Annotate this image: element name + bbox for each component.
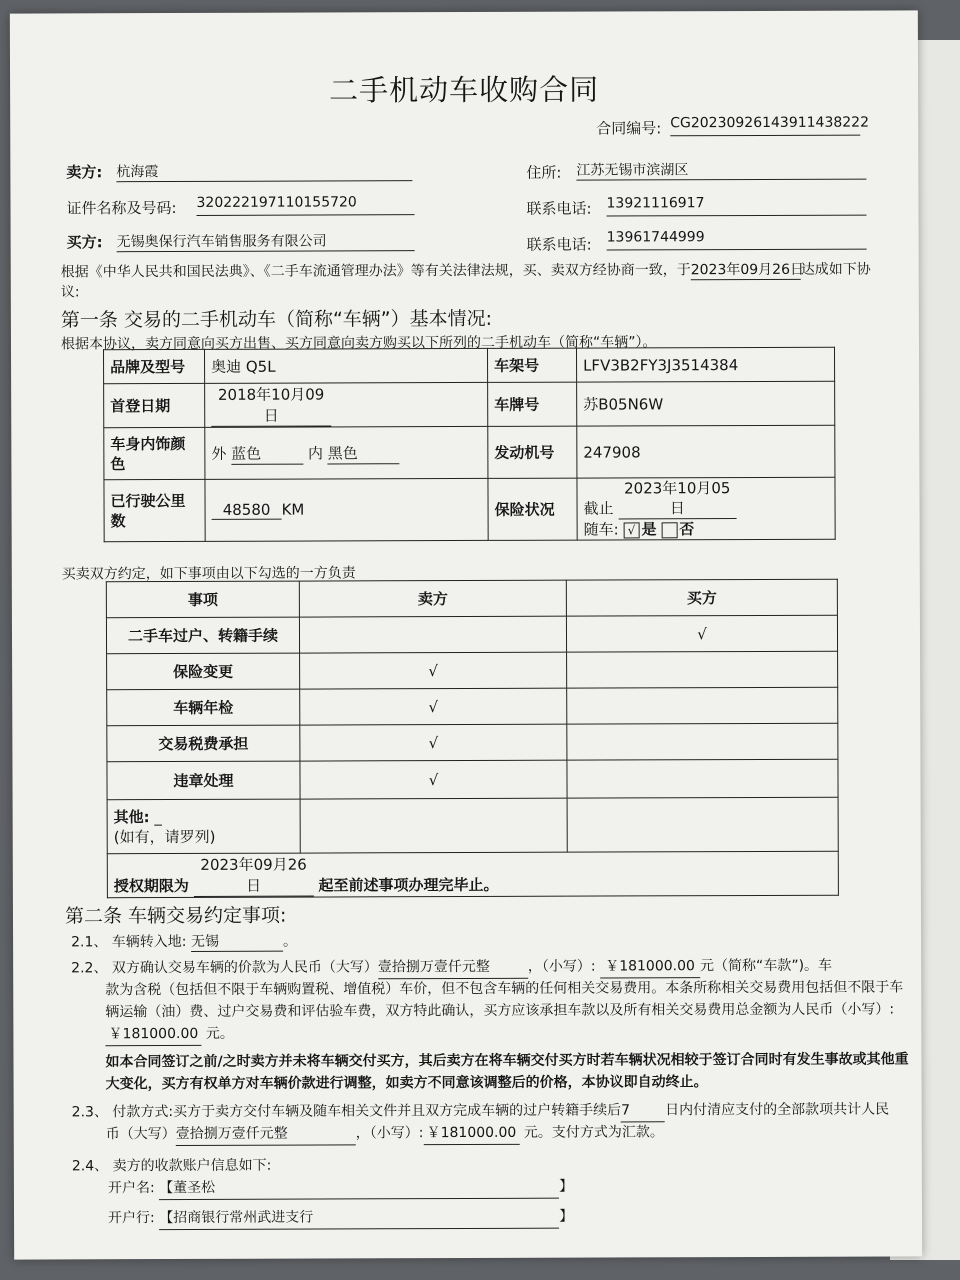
account-name-row: 开户名: 【董圣松 】 [108, 1176, 573, 1201]
page-title: 二手机动车收购合同 [329, 72, 600, 108]
address-label: 住所: [526, 163, 562, 182]
duty-header-item: 事项 [106, 581, 299, 618]
authorization-deadline: 授权期限为 2023年09月26日 起至前述事项办理完毕止。 [107, 851, 838, 898]
duty-table [106, 579, 839, 899]
contract-no-value: CG20230926143911438222 [670, 115, 860, 137]
duty-buyer-cell[interactable] [567, 723, 838, 760]
contract-page [10, 10, 922, 1259]
color-cell: 外 蓝色 内 黑色 [205, 426, 488, 479]
contract-no-label: 合同编号: [596, 119, 662, 138]
buyer-phone-label: 联系电话: [526, 235, 592, 254]
insurance-no-checkbox[interactable] [661, 522, 677, 538]
intro-text: 根据《中华人民共和国民法典》、《二手车流通管理办法》等有关法律法规，买、卖双方经协商一致，于2023年09月26日达成如下协 [61, 259, 871, 283]
duty-buyer-cell[interactable]: √ [566, 615, 837, 652]
seller-name: 杭海霞 [116, 160, 412, 182]
duty-buyer-cell[interactable] [567, 651, 838, 688]
duty-other-buyer[interactable] [567, 797, 838, 852]
duty-buyer-cell[interactable] [567, 687, 838, 724]
id-doc-label: 证件名称及号码: [66, 199, 177, 218]
brand-label: 品牌及型号 [104, 349, 205, 383]
reg-date-cell: 2018年10月09日 [205, 382, 488, 427]
duty-seller-cell[interactable]: √ [300, 760, 567, 799]
insurance-yes-checkbox[interactable]: √ [623, 522, 639, 538]
color-label: 车身内饰颜色 [104, 427, 205, 479]
buyer-label: 买方: [66, 233, 103, 252]
bank-row: 开户行: 【招商银行常州武进支行 】 [108, 1206, 573, 1231]
clause-2-1: 2.1、 车辆转入地: 无锡 。 [71, 931, 297, 953]
clause-2-3: 2.3、 付款方式:买方于卖方交付车辆及随车相关文件并且双方完成车辆的过户转籍手续后7 日内付清应支付的全部款项共计人民 [72, 1099, 890, 1125]
vin-value: LFV3B2FY3J3514384 [576, 347, 834, 382]
article2-title: 第二条 车辆交易约定事项: [64, 904, 287, 928]
buyer-name: 无锡奥保行汽车销售服务有限公司 [117, 230, 415, 252]
insurance-label: 保险状况 [488, 478, 577, 540]
clause-2-4: 2.4、 卖方的收款账户信息如下: [71, 1157, 272, 1175]
vehicle-table [103, 347, 836, 543]
intro-text-end: 议: [60, 284, 80, 301]
duty-seller-cell[interactable]: √ [300, 688, 567, 725]
duty-other-seller[interactable] [300, 798, 567, 853]
seller-label: 卖方: [66, 163, 103, 182]
duty-other-label: 其他: _ (如有，请罗列) [107, 799, 300, 854]
address-value: 江苏无锡市滨湖区 [576, 159, 866, 181]
seller-phone-label: 联系电话: [526, 199, 592, 218]
clause-2-2-line3: 辆运输（油）费、过户交易费和评估验车费，双方特此确认，买方应该承担车款以及所有相关交易费用总金额为人民币（小写）: [105, 1001, 895, 1021]
duty-row: 交易税费承担 √ [107, 723, 838, 762]
insurance-cell: 截止 2023年10月05日 随车: √ 是 否 [577, 477, 835, 540]
duty-seller-cell[interactable] [299, 616, 566, 653]
vin-label: 车架号 [487, 348, 576, 382]
plate-label: 车牌号 [488, 382, 577, 426]
reg-date-label: 首登日期 [104, 383, 205, 427]
duty-row: 违章处理 √ [107, 759, 838, 800]
duty-intro: 买卖双方约定，如下事项由以下勾选的一方负责 [61, 565, 356, 583]
duty-row: 车辆年检 √ [107, 687, 838, 726]
plate-value: 苏B05N6W [577, 381, 835, 426]
duty-seller-cell[interactable]: √ [300, 724, 567, 761]
clause-2-3-line2: 币（大写）壹拾捌万壹仟元整 ，（小写）: ￥181000.00 元。支付方式为汇款。 [106, 1121, 664, 1146]
clause-2-2-line2: 款为含税（包括但不限于车辆购置税、增值税）车价，但不包含车辆的任何相关交易费用。本条所称相关交易费用包括但不限于车 [105, 979, 904, 999]
engine-value: 247908 [577, 425, 835, 478]
mileage-label: 已行驶公里数 [104, 479, 205, 541]
brand-value: 奥迪 Q5L [205, 348, 488, 383]
engine-label: 发动机号 [488, 426, 577, 478]
clause-2-2: 2.2、 双方确认交易车辆的价款为人民币（大写）壹拾捌万壹仟元整 ，（小写）: ￥181000.00 元（简称“车款”)。车 [71, 955, 891, 981]
mileage-cell: 48580 KM [205, 478, 488, 541]
bank-value: 招商银行常州武进支行 [173, 1209, 314, 1227]
article1-title: 第一条 交易的二手机动车（简称“车辆”）基本情况: [60, 307, 493, 332]
duty-header-buyer: 买方 [566, 579, 837, 616]
duty-buyer-cell[interactable] [567, 759, 838, 798]
clause-2-2-bold-2: 大变化，买方有权单方对车辆价款进行调整，如卖方不同意该调整后的价格，本协议即自动终止。 [105, 1074, 708, 1093]
clause-2-2-bold-1: 如本合同签订之前/之时卖方并未将车辆交付买方，其后卖方在将车辆交付买方时若车辆状况相较于签订合同时有发生事故或其他重 [105, 1051, 909, 1071]
account-name-value: 董圣松 [173, 1179, 216, 1197]
clause-2-2-total: ￥181000.00 元。 [105, 1023, 234, 1046]
id-doc-value: 320222197110155720 [196, 194, 414, 216]
article1-desc: 根据本协议，卖方同意向买方出售、买方同意向卖方购买以下所列的二手机动车（简称“车辆”）。 [60, 334, 657, 353]
duty-header-seller: 卖方 [299, 580, 566, 617]
duty-row: 保险变更 √ [107, 651, 838, 690]
duty-seller-cell[interactable]: √ [300, 652, 567, 689]
seller-phone-value: 13921116917 [606, 195, 866, 217]
buyer-phone-value: 13961744999 [607, 229, 867, 251]
duty-row: 二手车过户、转籍手续 √ [106, 615, 837, 654]
